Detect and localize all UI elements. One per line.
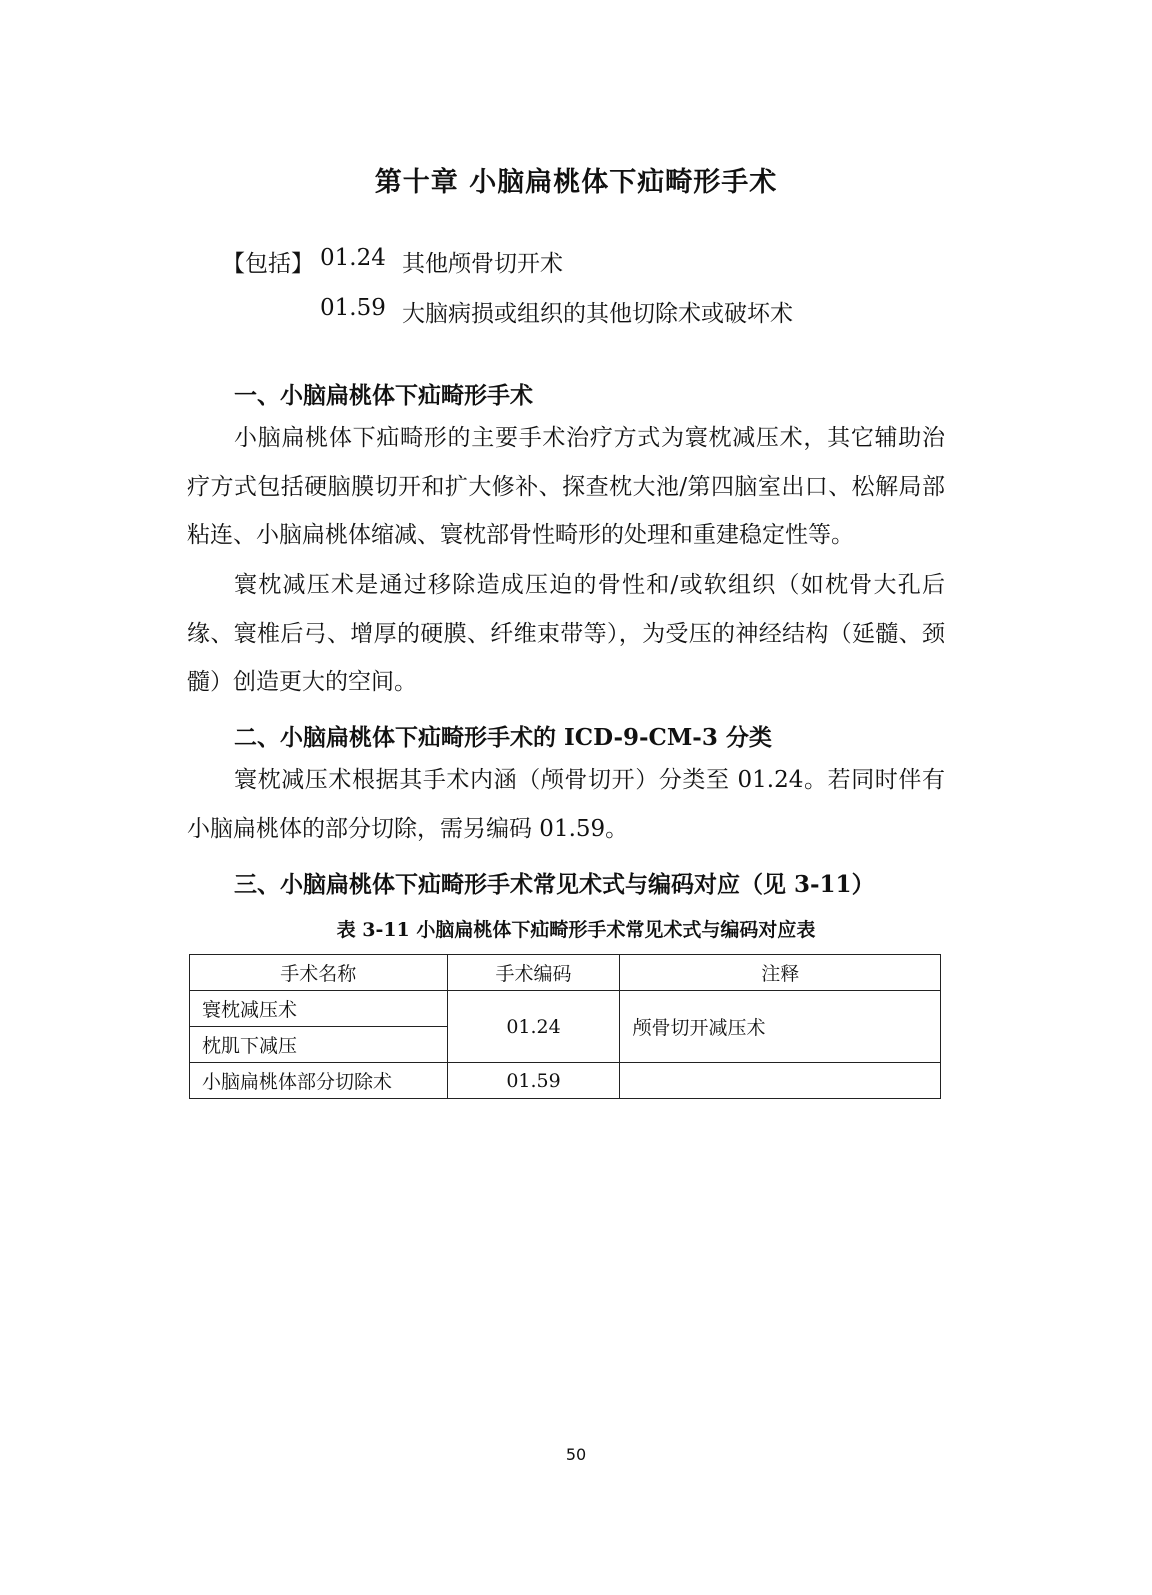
procedure-name-cell: 寰枕减压术 bbox=[190, 991, 448, 1027]
section-heading: 三、小脑扁桃体下疝畸形手术常见术式与编码对应（见 3-11） bbox=[234, 871, 875, 898]
body-paragraph: 寰枕减压术根据其手术内涵（颅骨切开）分类至 01.24。若同时伴有小脑扁桃体的部分切除，需另编码 01.59。 bbox=[187, 767, 945, 842]
procedure-name-cell: 小脑扁桃体部分切除术 bbox=[190, 1063, 448, 1099]
include-code: 01.24 bbox=[320, 245, 386, 271]
procedure-code-cell: 01.59 bbox=[447, 1063, 620, 1099]
table-header-cell: 手术名称 bbox=[190, 955, 448, 991]
body-paragraph: 小脑扁桃体下疝畸形的主要手术治疗方式为寰枕减压术，其它辅助治疗方式包括硬脑膜切开和扩大修补、探查枕大池/第四脑室出口、松解局部粘连、小脑扁桃体缩减、寰枕部骨性畸形的处理和重建稳定性等。 bbox=[187, 425, 945, 548]
table-row bbox=[190, 1063, 941, 1099]
table-row bbox=[190, 991, 941, 1027]
procedure-name-cell: 枕肌下减压 bbox=[190, 1027, 448, 1063]
section-heading: 二、小脑扁桃体下疝畸形手术的 ICD-9-CM-3 分类 bbox=[234, 724, 772, 751]
code-table bbox=[189, 954, 941, 1099]
section-heading: 一、小脑扁桃体下疝畸形手术 bbox=[234, 382, 533, 409]
table-header-cell: 手术编码 bbox=[447, 955, 620, 991]
procedure-note-cell: 颅骨切开减压术 bbox=[620, 991, 941, 1063]
page-number: 50 bbox=[565, 1445, 587, 1464]
chapter-title: 第十章 小脑扁桃体下疝畸形手术 bbox=[374, 167, 778, 198]
procedure-note-cell bbox=[620, 1063, 941, 1099]
includes-label: 【包括】 bbox=[222, 251, 314, 277]
body-paragraph: 寰枕减压术是通过移除造成压迫的骨性和/或软组织（如枕骨大孔后缘、寰椎后弓、增厚的硬膜、纤维束带等），为受压的神经结构（延髓、颈髓）创造更大的空间。 bbox=[187, 572, 945, 695]
include-text: 大脑病损或组织的其他切除术或破坏术 bbox=[402, 301, 793, 327]
table-header-row bbox=[190, 955, 941, 991]
include-code: 01.59 bbox=[320, 295, 386, 321]
table-caption: 表 3-11 小脑扁桃体下疝畸形手术常见术式与编码对应表 bbox=[336, 919, 816, 941]
table-header-cell: 注释 bbox=[620, 955, 941, 991]
procedure-code-cell: 01.24 bbox=[447, 991, 620, 1063]
include-text: 其他颅骨切开术 bbox=[402, 251, 563, 277]
